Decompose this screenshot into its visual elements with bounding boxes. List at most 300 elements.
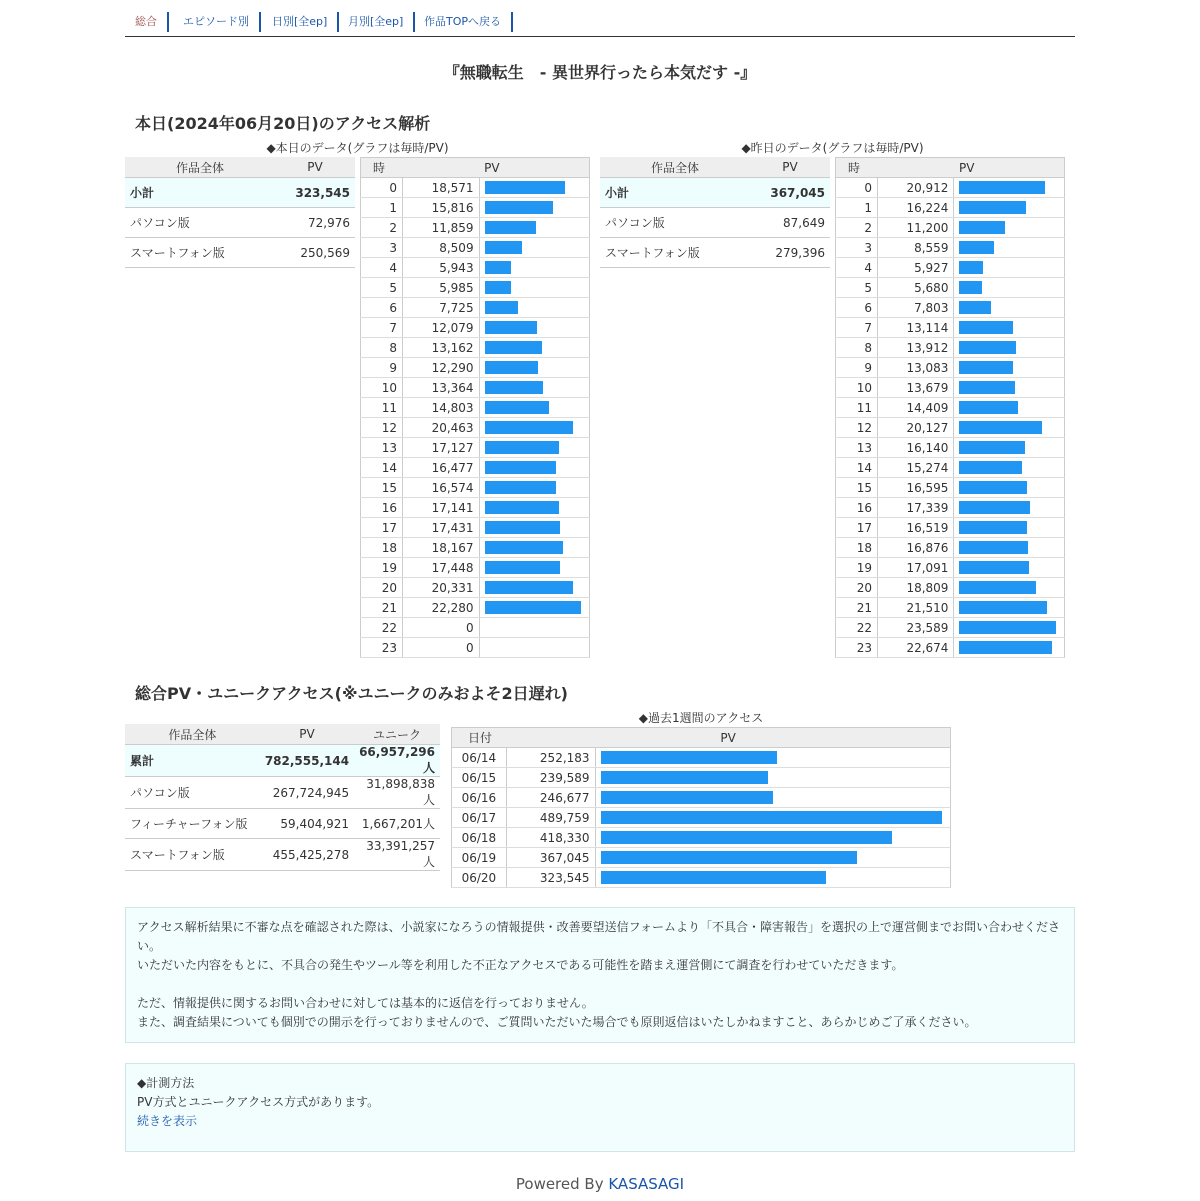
summary-row	[600, 178, 830, 208]
hour-bar	[959, 181, 1045, 194]
hour-value: 5,680	[877, 278, 953, 298]
hour-value: 22,674	[877, 638, 953, 658]
row-label: スマートフォン版	[125, 839, 260, 871]
kasasagi-link[interactable]: KASASAGI	[608, 1175, 685, 1193]
hour-value: 5,943	[403, 258, 480, 278]
hour-row	[836, 398, 1065, 418]
hour-label: 14	[361, 458, 403, 478]
hour-row	[836, 598, 1065, 618]
hour-label: 19	[836, 558, 878, 578]
hour-bar-cell	[954, 498, 1065, 518]
hour-row	[361, 238, 590, 258]
row-label: パソコン版	[125, 777, 260, 809]
hour-bar	[485, 521, 560, 534]
hour-value: 18,809	[877, 578, 953, 598]
hour-row	[836, 458, 1065, 478]
row-label: フィーチャーフォン版	[125, 809, 260, 839]
hour-value: 8,559	[877, 238, 953, 258]
hour-row	[361, 278, 590, 298]
hour-label: 4	[836, 258, 878, 278]
total-row	[125, 745, 440, 777]
week-row	[452, 868, 951, 888]
hour-row	[361, 178, 590, 198]
hour-row	[361, 298, 590, 318]
hour-label: 12	[361, 418, 403, 438]
week-bar-cell	[595, 868, 950, 888]
hour-bar	[959, 461, 1022, 474]
week-date: 06/19	[452, 848, 507, 868]
week-bar-cell	[595, 748, 950, 768]
hour-bar-cell	[954, 198, 1065, 218]
col-header-pv: PV	[954, 158, 1065, 178]
hour-label: 16	[361, 498, 403, 518]
hour-label: 16	[836, 498, 878, 518]
hour-value: 15,274	[877, 458, 953, 478]
hour-label: 13	[836, 438, 878, 458]
notice-line: また、調査結果についても個別での開示を行っておりませんので、ご質問いただいた場合でも原則返信はいたしかねますこと、あらかじめご了承ください。	[137, 1015, 977, 1029]
row-label: パソコン版	[125, 208, 275, 238]
summary-row	[600, 238, 830, 268]
method-text: PV方式とユニークアクセス方式があります。	[137, 1095, 380, 1109]
hour-bar	[485, 581, 573, 594]
hour-bar-cell	[479, 518, 589, 538]
total-heading: 総合PV・ユニークアクセス(※ユニークのみおよそ2日遅れ)	[135, 684, 568, 703]
hour-value: 16,876	[877, 538, 953, 558]
hour-bar	[485, 461, 556, 474]
hour-bar	[959, 401, 1018, 414]
hour-value: 16,519	[877, 518, 953, 538]
week-row	[452, 768, 951, 788]
hour-value: 20,127	[877, 418, 953, 438]
hour-bar	[959, 541, 1028, 554]
week-value: 489,759	[506, 808, 595, 828]
hour-bar	[485, 601, 581, 614]
row-label: 小計	[125, 178, 275, 208]
hour-value: 15,816	[403, 198, 480, 218]
week-bar	[601, 751, 777, 764]
hour-row	[836, 538, 1065, 558]
hour-value: 17,339	[877, 498, 953, 518]
today-caption: ◆本日のデータ(グラフは毎時/PV)	[266, 141, 449, 155]
footer	[0, 1175, 1200, 1193]
hour-bar	[959, 221, 1005, 234]
hour-bar-cell	[479, 418, 589, 438]
hour-row	[836, 478, 1065, 498]
hour-bar-cell	[954, 278, 1065, 298]
hour-value: 7,803	[877, 298, 953, 318]
hour-bar	[485, 381, 543, 394]
hour-bar-cell	[479, 558, 589, 578]
hour-bar	[959, 561, 1029, 574]
col-header-pv: PV	[260, 724, 354, 745]
hour-bar-cell	[479, 338, 589, 358]
hour-value: 16,595	[877, 478, 953, 498]
today-heading: 本日(2024年06月20日)のアクセス解析	[135, 114, 431, 133]
hour-value: 14,803	[403, 398, 480, 418]
row-pv: 87,649	[750, 208, 830, 238]
hour-row	[361, 198, 590, 218]
week-value: 252,183	[506, 748, 595, 768]
row-unique: 33,391,257人	[354, 839, 440, 871]
hour-row	[361, 498, 590, 518]
week-bar-cell	[595, 768, 950, 788]
week-row	[452, 808, 951, 828]
hour-bar	[959, 321, 1013, 334]
hour-bar	[959, 241, 994, 254]
hour-bar-cell	[479, 378, 589, 398]
hour-row	[836, 258, 1065, 278]
row-pv: 279,396	[750, 238, 830, 268]
hour-bar-cell	[479, 478, 589, 498]
hour-bar-cell	[479, 218, 589, 238]
hour-value: 14,409	[877, 398, 953, 418]
hour-bar	[485, 201, 553, 214]
hour-bar	[959, 581, 1036, 594]
hour-bar	[485, 441, 559, 454]
row-pv: 250,569	[275, 238, 355, 268]
hour-bar-cell	[479, 278, 589, 298]
hour-value: 20,463	[403, 418, 480, 438]
hour-row	[836, 358, 1065, 378]
hour-row	[836, 578, 1065, 598]
hour-bar	[485, 341, 542, 354]
hour-label: 2	[361, 218, 403, 238]
notice-box	[125, 907, 1075, 1043]
hour-label: 11	[361, 398, 403, 418]
hour-label: 4	[361, 258, 403, 278]
hour-bar	[959, 521, 1027, 534]
row-pv: 323,545	[275, 178, 355, 208]
week-bar-cell	[595, 828, 950, 848]
hour-value: 16,140	[877, 438, 953, 458]
hour-bar-cell	[954, 538, 1065, 558]
hour-value: 13,083	[877, 358, 953, 378]
hour-label: 22	[836, 618, 878, 638]
week-row	[452, 828, 951, 848]
hour-bar	[959, 601, 1047, 614]
hour-label: 6	[836, 298, 878, 318]
hour-row	[361, 218, 590, 238]
method-box	[125, 1063, 1075, 1152]
hour-bar-cell	[954, 598, 1065, 618]
hour-value: 16,224	[877, 198, 953, 218]
hour-value: 11,859	[403, 218, 480, 238]
hour-bar-cell	[954, 618, 1065, 638]
hour-row	[361, 438, 590, 458]
hour-value: 12,079	[403, 318, 480, 338]
hour-row	[361, 558, 590, 578]
week-bar	[601, 851, 857, 864]
hour-row	[361, 458, 590, 478]
hour-row	[836, 198, 1065, 218]
hour-bar	[485, 221, 536, 234]
hour-row	[361, 578, 590, 598]
hour-bar-cell	[479, 318, 589, 338]
row-label: 小計	[600, 178, 750, 208]
nav-overall[interactable]: 総合	[125, 12, 169, 32]
hour-bar	[959, 341, 1016, 354]
col-header-pv: PV	[506, 728, 950, 748]
hour-label: 10	[836, 378, 878, 398]
col-header-date: 日付	[452, 728, 507, 748]
week-row	[452, 788, 951, 808]
hour-label: 7	[836, 318, 878, 338]
hour-bar-cell	[479, 538, 589, 558]
hour-bar	[485, 261, 511, 274]
hour-bar-cell	[954, 178, 1065, 198]
hour-label: 22	[361, 618, 403, 638]
week-date: 06/18	[452, 828, 507, 848]
week-bar-cell	[595, 808, 950, 828]
row-unique: 1,667,201人	[354, 809, 440, 839]
hour-value: 5,985	[403, 278, 480, 298]
hour-label: 6	[361, 298, 403, 318]
top-nav	[125, 10, 1075, 37]
notice-line: アクセス解析結果に不審な点を確認された際は、小説家になろうの情報提供・改善要望送信フォームより「不具合・障害報告」を選択の上で運営側までお問い合わせください。	[137, 920, 1061, 953]
hour-bar	[959, 501, 1030, 514]
week-caption: ◆過去1週間のアクセス	[638, 711, 764, 725]
week-bar	[601, 811, 942, 824]
row-label: 累計	[125, 745, 260, 777]
week-row	[452, 848, 951, 868]
hour-row	[361, 618, 590, 638]
week-bar-cell	[595, 848, 950, 868]
hour-label: 18	[836, 538, 878, 558]
hour-bar	[485, 181, 565, 194]
hour-bar-cell	[479, 398, 589, 418]
week-date: 06/15	[452, 768, 507, 788]
summary-row	[125, 208, 355, 238]
hour-row	[836, 298, 1065, 318]
hour-bar	[485, 561, 560, 574]
hour-row	[836, 178, 1065, 198]
hour-row	[361, 338, 590, 358]
col-header-pv: PV	[275, 157, 355, 178]
hour-bar	[959, 361, 1013, 374]
hour-value: 16,477	[403, 458, 480, 478]
hour-bar	[485, 281, 511, 294]
hour-bar	[959, 381, 1015, 394]
show-more-link[interactable]: 続きを表示	[137, 1114, 198, 1128]
row-pv: 59,404,921	[260, 809, 354, 839]
row-pv: 782,555,144	[260, 745, 354, 777]
col-header-work: 作品全体	[125, 724, 260, 745]
hour-bar-cell	[479, 498, 589, 518]
hour-value: 17,431	[403, 518, 480, 538]
hour-bar-cell	[954, 318, 1065, 338]
hour-label: 23	[836, 638, 878, 658]
hour-row	[361, 478, 590, 498]
total-row	[125, 839, 440, 871]
hour-value: 20,912	[877, 178, 953, 198]
hour-label: 14	[836, 458, 878, 478]
week-bar	[601, 771, 768, 784]
summary-row	[125, 238, 355, 268]
today-summary-table	[125, 157, 355, 268]
hour-row	[836, 498, 1065, 518]
hour-bar	[959, 301, 991, 314]
hour-row	[836, 218, 1065, 238]
hour-value: 7,725	[403, 298, 480, 318]
hour-value: 16,574	[403, 478, 480, 498]
hour-bar-cell	[479, 578, 589, 598]
notice-line: いただいた内容をもとに、不具合の発生やツール等を利用した不正なアクセスである可能性を踏まえ運営側にて調査を行わせていただきます。	[137, 958, 904, 972]
hour-label: 21	[836, 598, 878, 618]
week-row	[452, 748, 951, 768]
hour-bar-cell	[954, 398, 1065, 418]
hour-value: 0	[403, 638, 480, 658]
hour-bar	[485, 481, 556, 494]
hour-label: 13	[361, 438, 403, 458]
hour-bar-cell	[479, 238, 589, 258]
hour-label: 9	[361, 358, 403, 378]
hour-bar-cell	[954, 218, 1065, 238]
hour-value: 11,200	[877, 218, 953, 238]
hour-bar-cell	[479, 298, 589, 318]
yesterday-summary-table	[600, 157, 830, 268]
hour-bar	[485, 401, 549, 414]
method-title: ◆計測方法	[137, 1076, 195, 1090]
week-date: 06/16	[452, 788, 507, 808]
hour-label: 15	[836, 478, 878, 498]
hour-label: 1	[361, 198, 403, 218]
hour-bar	[959, 261, 983, 274]
row-unique: 66,957,296人	[354, 745, 440, 777]
hour-label: 21	[361, 598, 403, 618]
today-hourly-table	[360, 157, 590, 658]
hour-value: 13,679	[877, 378, 953, 398]
week-value: 239,589	[506, 768, 595, 788]
hour-bar-cell	[479, 618, 589, 638]
notice-line: ただ、情報提供に関するお問い合わせに対しては基本的に返信を行っておりません。	[137, 996, 594, 1010]
week-bar	[601, 871, 826, 884]
hour-label: 8	[361, 338, 403, 358]
hour-value: 13,364	[403, 378, 480, 398]
row-pv: 367,045	[750, 178, 830, 208]
hour-value: 20,331	[403, 578, 480, 598]
hour-value: 23,589	[877, 618, 953, 638]
hour-value: 22,280	[403, 598, 480, 618]
hour-row	[361, 318, 590, 338]
hour-row	[361, 258, 590, 278]
hour-row	[836, 278, 1065, 298]
week-bar	[601, 791, 773, 804]
nav-monthly[interactable]: 月別[全ep]	[338, 12, 415, 32]
col-header-hour: 時	[361, 158, 480, 178]
hour-row	[836, 638, 1065, 658]
hour-label: 9	[836, 358, 878, 378]
nav-daily[interactable]: 日別[全ep]	[262, 12, 339, 32]
hour-row	[836, 518, 1065, 538]
notice-line	[137, 975, 1063, 994]
row-label: パソコン版	[600, 208, 750, 238]
hour-value: 18,571	[403, 178, 480, 198]
total-summary-table	[125, 724, 440, 871]
hour-row	[836, 438, 1065, 458]
hour-bar-cell	[954, 418, 1065, 438]
hour-label: 17	[836, 518, 878, 538]
hour-label: 7	[361, 318, 403, 338]
hour-bar-cell	[479, 198, 589, 218]
hour-label: 11	[836, 398, 878, 418]
hour-bar-cell	[954, 458, 1065, 478]
week-value: 418,330	[506, 828, 595, 848]
hour-bar-cell	[479, 458, 589, 478]
week-date: 06/17	[452, 808, 507, 828]
hour-bar-cell	[954, 338, 1065, 358]
hour-bar	[485, 501, 559, 514]
hour-value: 17,448	[403, 558, 480, 578]
hour-bar	[959, 481, 1027, 494]
row-label: スマートフォン版	[600, 238, 750, 268]
hour-value: 17,091	[877, 558, 953, 578]
hour-label: 23	[361, 638, 403, 658]
hour-bar-cell	[479, 178, 589, 198]
week-table	[451, 727, 951, 888]
hour-bar-cell	[954, 258, 1065, 278]
hour-bar	[485, 541, 563, 554]
week-value: 246,677	[506, 788, 595, 808]
hour-row	[361, 418, 590, 438]
hour-label: 20	[836, 578, 878, 598]
hour-bar	[959, 421, 1042, 434]
hour-label: 0	[836, 178, 878, 198]
hour-value: 13,912	[877, 338, 953, 358]
hour-row	[836, 558, 1065, 578]
hour-label: 8	[836, 338, 878, 358]
hour-bar-cell	[954, 238, 1065, 258]
hour-row	[836, 238, 1065, 258]
hour-label: 5	[836, 278, 878, 298]
hour-bar	[959, 201, 1026, 214]
hour-bar-cell	[954, 298, 1065, 318]
hour-bar	[485, 241, 522, 254]
col-header-pv: PV	[750, 157, 830, 178]
hour-bar-cell	[954, 558, 1065, 578]
hour-label: 20	[361, 578, 403, 598]
hour-value: 13,114	[877, 318, 953, 338]
row-pv: 72,976	[275, 208, 355, 238]
row-label: スマートフォン版	[125, 238, 275, 268]
hour-row	[361, 358, 590, 378]
total-row	[125, 809, 440, 839]
summary-row	[125, 178, 355, 208]
hour-value: 21,510	[877, 598, 953, 618]
hour-value: 0	[403, 618, 480, 638]
hour-label: 0	[361, 178, 403, 198]
hour-value: 5,927	[877, 258, 953, 278]
nav-episode[interactable]: エピソード別	[173, 12, 261, 32]
hour-bar-cell	[479, 638, 589, 658]
hour-bar	[959, 281, 982, 294]
summary-row	[600, 208, 830, 238]
hour-row	[836, 418, 1065, 438]
col-header-unique: ユニーク	[354, 724, 440, 745]
hour-label: 18	[361, 538, 403, 558]
hour-bar-cell	[479, 438, 589, 458]
week-date: 06/20	[452, 868, 507, 888]
hour-value: 18,167	[403, 538, 480, 558]
hour-label: 1	[836, 198, 878, 218]
week-value: 367,045	[506, 848, 595, 868]
week-bar	[601, 831, 892, 844]
yesterday-hourly-table	[835, 157, 1065, 658]
row-unique: 31,898,838人	[354, 777, 440, 809]
col-header-hour: 時	[836, 158, 954, 178]
nav-work-top[interactable]: 作品TOPへ戻る	[414, 12, 513, 32]
hour-bar-cell	[954, 438, 1065, 458]
hour-bar-cell	[954, 578, 1065, 598]
